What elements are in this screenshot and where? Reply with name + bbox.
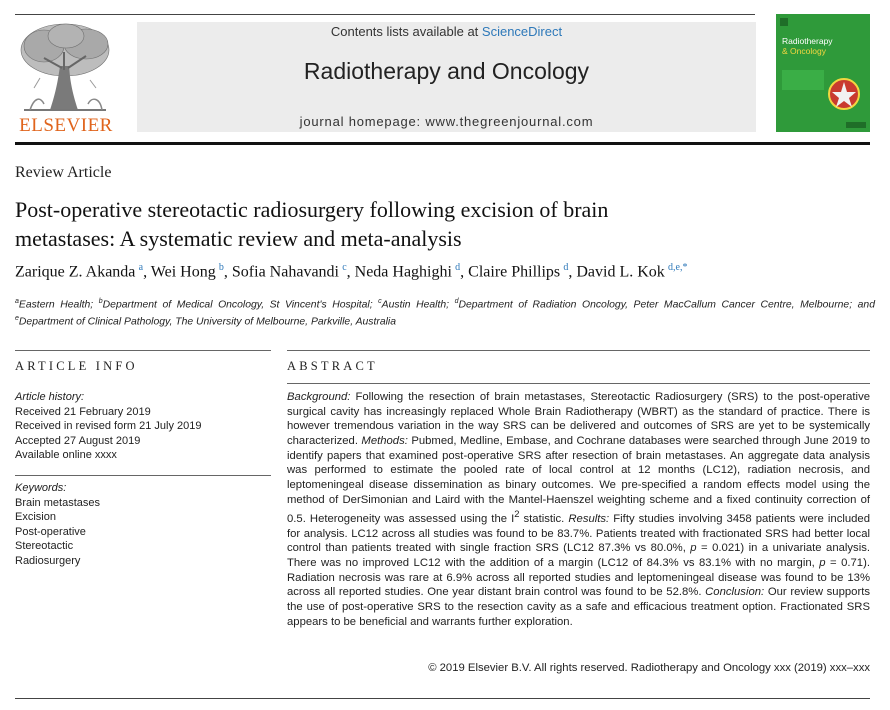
author-name[interactable]: Zarique Z. Akanda xyxy=(15,263,136,281)
author-affiliation-ref[interactable]: d xyxy=(455,262,461,273)
article-title xyxy=(15,195,855,253)
cover-title-line1: Radiotherapy xyxy=(782,36,833,46)
author-name[interactable]: Neda Haghighi xyxy=(354,263,452,281)
keywords-rule xyxy=(15,475,271,476)
affiliation-text: Austin Health; xyxy=(381,299,455,311)
methods-text: Pubmed, Medline, Embase, and Cochrane databases were searched through June 2019 to identify papers that examined post-operative SRS after resection of brain metastases. An aggregate data analysis was performed to estimate the pooled rate of local control at 12 months (LC12), radiation necrosis, and leptomeningeal disease dissemination as binary outcomes. We pre-specified a random effects model using the method of DerSimonian and Laird with the Mantel-Haenszel weighting scheme and a fixed continuity correction of 0.5. Heterogeneity was assessed using the I xyxy=(287,434,870,526)
affiliation-text: Department of Radiation Oncology, Peter MacCallum Cancer Centre, Melbourne; and xyxy=(458,299,875,311)
p-symbol: p xyxy=(690,542,697,555)
homepage-link[interactable]: www.thegreenjournal.com xyxy=(425,114,594,129)
author-name[interactable]: Claire Phillips xyxy=(468,263,561,281)
author-affiliation-ref[interactable]: a xyxy=(138,262,144,273)
author-affiliation-ref[interactable]: d,e,* xyxy=(668,262,688,273)
article-type: Review Article xyxy=(15,164,112,181)
affiliation-text: Department of Clinical Pathology, The University of Melbourne, Parkville, Australia xyxy=(18,316,397,328)
abstract-heading: ABSTRACT xyxy=(287,359,378,373)
abstract-divider xyxy=(287,383,870,384)
history-item: Received 21 February 2019 xyxy=(15,405,151,418)
publisher-name: ELSEVIER xyxy=(19,115,113,136)
bottom-rule xyxy=(15,698,870,699)
results-text-p1: = 0.021) in a univariate analysis. There was no improved LC12 with the addition of a margin (LC12 of 84.3% vs 83.1% with no margin, xyxy=(287,542,870,569)
author-affiliation-ref[interactable]: d xyxy=(563,262,569,273)
article-title-line2: metastases: A systematic review and meta-analysis xyxy=(15,226,462,251)
keywords-label: Keywords: xyxy=(15,482,67,494)
keyword-item[interactable]: Radiosurgery xyxy=(15,554,81,567)
conclusion-label: Conclusion: xyxy=(705,586,765,599)
results-label: Results: xyxy=(568,513,610,526)
results-text-p2: = 0.71). Radiation necrosis was rare at 6.9% across all reported studies and leptomeningeal disease was found to be 13% across all reported studies. One year distant brain control was found to be 52.8%. xyxy=(287,556,870,599)
copyright-line: © 2019 Elsevier B.V. All rights reserved. Radiotherapy and Oncology xxx (2019) xxx–xxx xyxy=(428,662,870,674)
author-name[interactable]: Wei Hong xyxy=(150,263,216,281)
conclusion-text: Our review supports the use of post-operative SRS to the resection cavity as a safe and efficacious treatment option. Fractionated SRS appears to be beneficial and warrants further exploration. xyxy=(287,586,870,628)
cover-title xyxy=(782,36,868,56)
article-info-heading: ARTICLE INFO xyxy=(15,359,138,373)
author-affiliation-ref[interactable]: b xyxy=(218,262,224,273)
header-thick-rule xyxy=(15,142,870,145)
journal-homepage xyxy=(137,114,756,129)
journal-name: Radiotherapy and Oncology xyxy=(303,58,590,84)
keyword-item[interactable]: Stereotactic xyxy=(15,540,74,553)
article-info-rule xyxy=(15,350,271,351)
cover-art-icon xyxy=(776,14,870,132)
affiliation-marker: a xyxy=(15,298,19,305)
homepage-label: journal homepage: xyxy=(299,114,426,129)
sciencedirect-link[interactable]: ScienceDirect xyxy=(481,24,563,39)
contents-prefix: Contents lists available at xyxy=(330,24,482,39)
journal-cover-thumbnail[interactable] xyxy=(776,14,870,132)
background-text: Following the resection of brain metastases, Stereotactic Radiosurgery (SRS) to the post-operative surgical cavity has increasingly replaced Whole Brain Radiotherapy (WBRT) as the standard of practice. There is however tremendous variation in the way SRS can be delivered and outcomes of SRS are yet to be systemically characterized. xyxy=(287,391,870,447)
keywords xyxy=(15,481,271,569)
affiliation-marker: e xyxy=(15,315,19,323)
methods-superscript: 2 xyxy=(514,508,520,520)
history-item: Received in revised form 21 July 2019 xyxy=(15,420,202,433)
keyword-item[interactable]: Excision xyxy=(15,511,56,524)
history-label: Article history: xyxy=(15,391,85,403)
background-label: Background: xyxy=(287,391,351,403)
header-top-rule xyxy=(15,14,755,15)
author-list: Zarique Z. Akanda $^a$, Wei Hong $^b$, Sofia Nahavandi $^c$, Neda Haghighi $^d$, Claire Phillips $^d$, David L. Kok $^{d,e,*}$ xyxy=(15,262,688,281)
results-text: Fifty studies involving 3458 patients were included for analysis. LC12 across all studies was found to be 83.7%. Patients treated with fractionated SRS had better local control than patients treated with single fraction SRS (LC12 87.3% vs 80.0%, xyxy=(287,513,870,555)
methods-text-end: statistic. xyxy=(519,513,569,526)
history-item: Accepted 27 August 2019 xyxy=(15,434,141,447)
article-history xyxy=(15,390,271,463)
tree-icon xyxy=(14,18,116,118)
cover-title-line2: & Oncology xyxy=(782,46,826,56)
author-name[interactable]: David L. Kok xyxy=(576,263,665,281)
affiliation-marker: d xyxy=(454,298,459,305)
methods-label: Methods: xyxy=(361,434,408,447)
keyword-item[interactable]: Brain metastases xyxy=(15,496,100,509)
p-symbol: p xyxy=(819,556,826,569)
author-name[interactable]: Sofia Nahavandi xyxy=(231,263,339,281)
affiliation-marker: c xyxy=(378,298,382,305)
affiliation-marker: b xyxy=(98,298,103,305)
affiliations xyxy=(15,295,875,330)
affiliation-text: Eastern Health; xyxy=(18,299,99,311)
author-affiliation-ref[interactable]: c xyxy=(342,262,347,273)
history-item: Available online xxxx xyxy=(15,449,117,462)
contents-line xyxy=(137,24,756,39)
affiliation-text: Department of Medical Oncology, St Vincent's Hospital; xyxy=(102,299,379,311)
article-title-line1: Post-operative stereotactic radiosurgery following excision of brain xyxy=(15,197,609,222)
keyword-item[interactable]: Post-operative xyxy=(15,525,86,538)
abstract-rule xyxy=(287,350,870,351)
abstract-body xyxy=(287,390,870,629)
